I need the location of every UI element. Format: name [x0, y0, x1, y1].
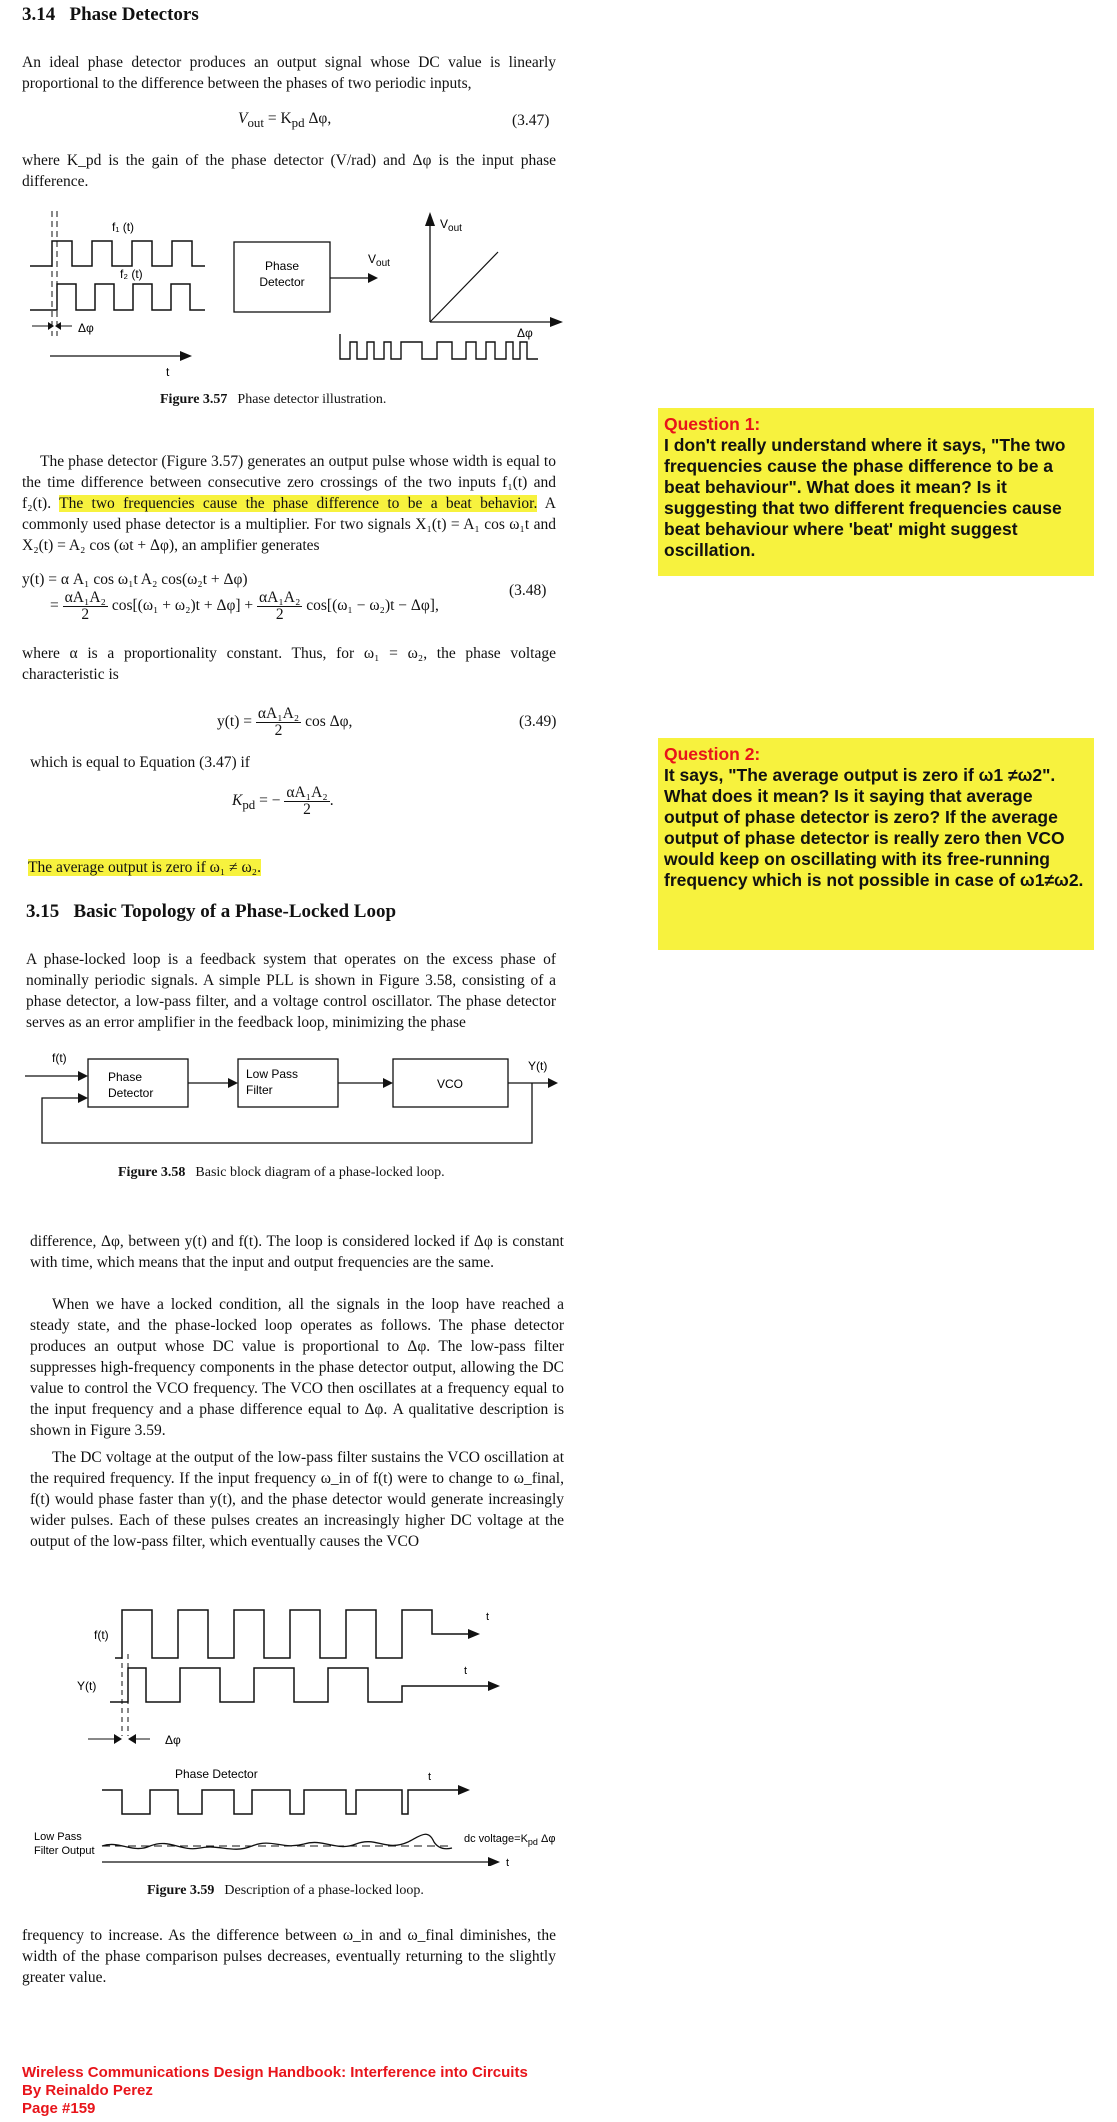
f-time-label: t	[486, 1611, 490, 1623]
box-label-2: Detector	[259, 275, 305, 289]
section-number: 3.14	[22, 4, 56, 25]
equation-number: (3.49)	[519, 713, 557, 730]
section-heading-3-14	[22, 4, 199, 26]
time-label: t	[166, 365, 170, 376]
vout-axis-sub: out	[448, 223, 462, 234]
footer-book-title: Wireless Communications Design Handbook: Interference into Circuits	[22, 2064, 528, 2081]
eq348-term-2: cos[(ω₁ − ω₂)t − Δφ],	[306, 597, 439, 615]
footer	[22, 2064, 528, 2118]
frac-num: αA₁A₂	[259, 589, 301, 606]
eq349-rhs: cos Δφ,	[305, 713, 353, 731]
vout-axis-label	[440, 217, 462, 234]
pd-time-label: t	[428, 1771, 432, 1783]
caption-text: Phase detector illustration.	[237, 392, 387, 407]
eq349-lhs: y(t) =	[217, 713, 252, 731]
output-arrowhead	[548, 1078, 558, 1088]
question-1-note	[658, 408, 1094, 576]
frac-num: αA₁A₂	[286, 784, 328, 801]
lpf-output-curve	[102, 1834, 452, 1849]
figure-3-57-caption	[160, 392, 386, 408]
equation-3-49	[217, 706, 352, 739]
kpd-lhs: K	[232, 792, 243, 810]
paragraph-9: When we have a locked condition, all the signals in the loop have reached a steady state, and the phase-locked loop operates as follows. The phase detector produces an output whose DC value is proportional to Δφ. The low-pass filter suppresses high-frequency components in the phase detector output, allowing the DC value to control the VCO frequency. The VCO then oscillates at a frequency equal to the input frequency and a phase difference equal to Δφ. A qualitative description is shown in Figure 3.59.	[30, 1296, 564, 1439]
f-arrowhead	[468, 1629, 480, 1639]
caption-number: Figure 3.59	[147, 1883, 215, 1898]
paragraph-10: The DC voltage at the output of the low-pass filter sustains the VCO oscillation at the required frequency. If the input frequency ω_in of f(t) were to change to ω_final, f(t) would phase faster than y(t), and the phase detector would generate increasingly wider pulses. Each of these pulses creates an increasingly higher DC voltage at the output of the low-pass filter, which eventually causes the VCO	[30, 1449, 564, 1550]
question-2-body: It says, "The average output is zero if ω1 ≠ω2". What does it mean? Is it saying that average output of phase detector is zero? If the average output of phase detector is really zero then VCO would keep on oscillating with its free-running frequency which is not possible in case of ω1≠ω2.	[664, 765, 1084, 890]
vout-text: V	[368, 252, 377, 266]
dc-text: dc voltage=K	[464, 1833, 528, 1845]
kpd-frac	[284, 785, 329, 818]
frac-den: 2	[303, 801, 311, 818]
question-2-note	[658, 738, 1094, 950]
kpd-end: .	[329, 792, 334, 810]
feedback-arrowhead	[78, 1093, 88, 1103]
paragraph-1: An ideal phase detector produces an output signal whose DC value is linearly proportional to the difference between the phases of two periodic inputs,	[22, 54, 556, 92]
time-arrowhead	[180, 351, 192, 361]
paragraph-8: difference, Δφ, between y(t) and f(t). The loop is considered locked if Δφ is constant with time, which means that the input and output frequencies are the same.	[30, 1233, 564, 1271]
eq-rhs: Δφ,	[304, 110, 332, 127]
paragraph-5: which is equal to Equation (3.47) if	[30, 754, 250, 771]
f2-label: f₂ (t)	[120, 267, 143, 281]
equation-kpd	[232, 785, 334, 818]
y-label: Y(t)	[77, 1679, 97, 1693]
f2-waveform	[30, 284, 205, 310]
pd-label: Phase Detector	[175, 1767, 258, 1781]
eq348-frac-1	[63, 590, 108, 623]
lpf-label-1: Low Pass	[246, 1067, 299, 1081]
frac-num: αA₁A₂	[257, 705, 300, 722]
figure-3-58-diagram	[20, 1048, 560, 1148]
caption-number: Figure 3.58	[118, 1165, 186, 1180]
footer-author: By Reinaldo Perez	[22, 2082, 153, 2099]
frac-den: 2	[81, 606, 90, 623]
vout-label	[368, 252, 390, 269]
lpf-label-2: Filter Output	[34, 1845, 95, 1857]
pd-arrowhead	[458, 1785, 470, 1795]
f-label: f(t)	[94, 1628, 109, 1642]
lpf-time-label: t	[506, 1857, 510, 1866]
output-label: Y(t)	[528, 1059, 548, 1073]
question-1-body: I don't really understand where it says, "The two frequencies cause the phase difference to be a beat behaviour". What does it mean? Is it suggesting that two different frequencies cause beat behaviour where 'beat' might suggest oscillation.	[664, 435, 1066, 560]
y-waveform	[110, 1668, 490, 1702]
frac-den: 2	[274, 722, 283, 739]
y-time-label: t	[464, 1665, 468, 1677]
f1-waveform	[30, 241, 205, 266]
kpd-equals: = −	[255, 792, 281, 810]
highlight-average-output: The average output is zero if ω₁ ≠ ω₂.	[28, 859, 261, 876]
equation-number: (3.48)	[509, 582, 547, 599]
box-label-1: Phase	[264, 259, 300, 273]
f1-label: f₁ (t)	[112, 220, 135, 234]
equation-3-47	[238, 110, 331, 131]
paragraph-4: where α is a proportionality constant. Thus, for ω₁ = ω₂, the phase voltage characteristic is	[22, 645, 556, 683]
figure-3-58-caption	[118, 1165, 445, 1181]
lpf-time-arrowhead	[488, 1857, 500, 1866]
figure-3-57-diagram	[20, 206, 565, 376]
dphi-head-right	[55, 322, 61, 330]
output-pulses	[340, 334, 538, 359]
dphi-axis-arrowhead	[550, 317, 563, 327]
dphi-label: Δφ	[78, 321, 94, 335]
eq-equals: = K	[263, 110, 292, 127]
frac-num: αA₁A₂	[64, 589, 106, 606]
eq349-frac	[256, 706, 301, 739]
pd-label-2: Detector	[108, 1086, 154, 1100]
equation-3-48-line-2	[50, 590, 439, 623]
highlight-beat-behavior: The two frequencies cause the phase difference to be a beat behavior.	[59, 495, 538, 512]
vco-label: VCO	[436, 1077, 464, 1091]
output-arrowhead	[368, 273, 378, 283]
y-arrowhead	[488, 1681, 500, 1691]
question-2-title: Question 2:	[664, 744, 761, 764]
section-title: Basic Topology of a Phase-Locked Loop	[73, 901, 397, 922]
eq-lhs-sub: out	[247, 115, 264, 131]
caption-number: Figure 3.57	[160, 392, 228, 407]
figure-3-59-diagram	[20, 1596, 570, 1866]
characteristic-line	[430, 252, 498, 322]
input-label: f(t)	[52, 1051, 67, 1065]
paragraph-11: frequency to increase. As the difference between ω_in and ω_final diminishes, the width of the phase comparison pulses decreases, eventually returning to the slightly greater value.	[22, 1927, 556, 1986]
eq348-equals: =	[50, 597, 63, 615]
dc-voltage-label	[464, 1833, 555, 1847]
caption-text: Basic block diagram of a phase-locked loop.	[195, 1165, 445, 1180]
lpf-to-vco-arrowhead	[383, 1078, 393, 1088]
equation-number: (3.47)	[512, 112, 550, 129]
dphi-head-left	[114, 1734, 122, 1744]
dphi-head-left	[48, 322, 54, 330]
dphi-label: Δφ	[165, 1733, 181, 1747]
section-number: 3.15	[26, 901, 60, 922]
p3-text-b: A commonly used phase detector is a multiplier. For two signals X₁(t) = A₁ cos ω₁t and X₂(t) = A₂ cos (ωt + Δφ), an amplifier generates	[22, 495, 556, 554]
question-1-title: Question 1:	[664, 414, 761, 434]
kpd-sub: pd	[242, 797, 256, 813]
eq348-frac-2	[257, 590, 302, 623]
lpf-label-2: Filter	[246, 1083, 273, 1097]
pd-to-lpf-arrowhead	[228, 1078, 238, 1088]
section-title: Phase Detectors	[69, 4, 199, 25]
dphi-head-right	[128, 1734, 136, 1744]
dphi-axis-label: Δφ	[517, 326, 533, 340]
dc-sub: pd	[527, 1837, 538, 1847]
paragraph-6	[28, 857, 261, 878]
eq-lhs: V	[238, 110, 248, 127]
eq-k-sub: pd	[291, 115, 305, 131]
frac-den: 2	[275, 606, 284, 623]
caption-text: Description of a phase-locked loop.	[224, 1883, 424, 1898]
vout-axis-text: V	[440, 217, 449, 231]
eq348-term-1: cos[(ω₁ + ω₂)t + Δφ] +	[111, 597, 254, 615]
vout-axis-arrowhead	[425, 212, 435, 226]
lpf-label-1: Low Pass	[34, 1831, 82, 1843]
vout-sub: out	[376, 258, 390, 269]
figure-3-59-caption	[147, 1883, 424, 1899]
paragraph-3	[22, 451, 556, 556]
pd-pulses	[102, 1790, 460, 1814]
section-heading-3-15	[26, 901, 396, 923]
equation-3-48-line-1: y(t) = α A₁ cos ω₁t A₂ cos(ω₂t + Δφ)	[22, 571, 248, 588]
input-arrowhead	[78, 1071, 88, 1081]
dc-end: Δφ	[537, 1833, 556, 1845]
f-waveform	[115, 1610, 470, 1658]
paragraph-7: A phase-locked loop is a feedback system that operates on the excess phase of nominally periodic signals. A simple PLL is shown in Figure 3.58, consisting of a phase detector, a low-pass filter, and a voltage control oscillator. The phase detector serves as an error amplifier in the feedback loop, minimizing the phase	[26, 951, 556, 1031]
pd-label-1: Phase	[108, 1070, 143, 1084]
paragraph-2: where K_pd is the gain of the phase detector (V/rad) and Δφ is the input phase difference.	[22, 152, 556, 190]
p3-text-a: The phase detector (Figure 3.57) generates an output pulse whose width is equal to the time difference between consecutive zero crossings of the two inputs f₁(t) and f₂(t).	[22, 453, 556, 512]
footer-page: Page #159	[22, 2100, 96, 2117]
